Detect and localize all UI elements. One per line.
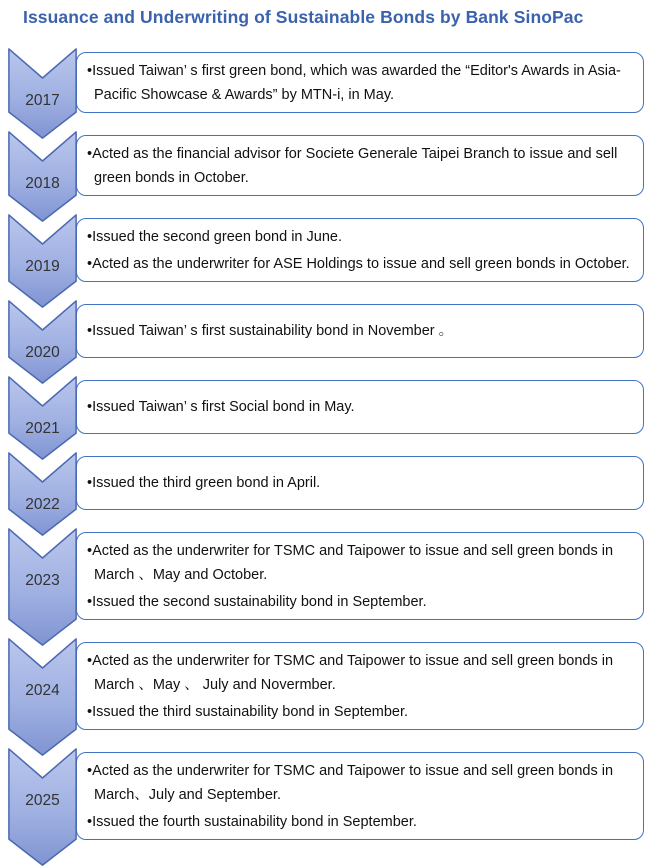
timeline <box>0 52 659 840</box>
bullet-item: •Issued the second green bond in June. <box>87 228 342 245</box>
timeline-row <box>0 456 644 513</box>
bullet-item: •Issued the third sustainability bond in September. <box>87 703 409 720</box>
event-box <box>76 380 644 434</box>
year-label: 2017 <box>25 92 60 109</box>
page-title: Issuance and Underwriting of Sustainable Bonds by Bank SinoPac <box>23 7 584 27</box>
bullet-item: •Issued Taiwan’ s first sustainability bond in November 。 <box>87 323 454 339</box>
event-box <box>76 642 644 730</box>
year-label: 2024 <box>25 682 60 699</box>
timeline-row <box>0 752 644 840</box>
year-chevron-shape <box>8 48 77 139</box>
year-chevron-shape <box>8 300 77 384</box>
event-box <box>76 218 644 282</box>
event-box <box>76 304 644 358</box>
bullet-item: •Acted as the underwriter for TSMC and Taipower to issue and sell green bonds in March 、May and October. <box>87 542 614 583</box>
chevron-arrow-icon <box>8 452 77 536</box>
bullet-item: •Issued Taiwan’ s first green bond, which was awarded the “Editor's Awards in Asia-Pacific Showcase & Awards” by MTN-i, in May. <box>87 62 621 103</box>
event-box <box>76 456 644 510</box>
year-chevron-shape <box>8 748 77 866</box>
timeline-row <box>0 304 644 361</box>
timeline-row <box>0 380 644 437</box>
timeline-row <box>0 642 644 730</box>
bullet-item: •Issued the fourth sustainability bond in September. <box>87 813 417 830</box>
year-chevron-shape <box>8 214 77 308</box>
year-chevron-shape <box>8 528 77 646</box>
year-chevron-shape <box>8 376 77 460</box>
event-box <box>76 532 644 620</box>
year-label: 2020 <box>25 344 60 361</box>
timeline-row <box>0 218 644 282</box>
bullet-item: •Issued Taiwan’ s first Social bond in May. <box>87 399 355 415</box>
bullet-item: •Acted as the underwriter for ASE Holdings to issue and sell green bonds in October. <box>87 255 630 272</box>
year-label: 2021 <box>25 420 60 437</box>
year-chevron-shape <box>8 452 77 536</box>
chevron-arrow-icon <box>8 300 77 384</box>
event-box <box>76 752 644 840</box>
year-label: 2023 <box>25 572 60 589</box>
year-label: 2025 <box>25 792 60 809</box>
year-label: 2019 <box>25 258 60 275</box>
bullet-item: •Acted as the underwriter for TSMC and Taipower to issue and sell green bonds in March、July and September. <box>87 762 614 803</box>
timeline-row <box>0 135 644 196</box>
bullet-item: •Issued the second sustainability bond in September. <box>87 593 427 610</box>
chevron-arrow-icon <box>8 376 77 460</box>
timeline-row <box>0 52 644 113</box>
event-box <box>76 52 644 113</box>
timeline-row <box>0 532 644 620</box>
event-box <box>76 135 644 196</box>
bullet-item: •Acted as the financial advisor for Societe Generale Taipei Branch to issue and sell green bonds in October. <box>87 145 618 186</box>
year-label: 2018 <box>25 175 60 192</box>
year-chevron-shape <box>8 131 77 222</box>
year-label: 2022 <box>25 496 60 513</box>
bullet-item: •Issued the third green bond in April. <box>87 475 321 491</box>
year-chevron-shape <box>8 638 77 756</box>
bullet-item: •Acted as the underwriter for TSMC and Taipower to issue and sell green bonds in March 、May 、 July and Novermber. <box>87 652 614 693</box>
